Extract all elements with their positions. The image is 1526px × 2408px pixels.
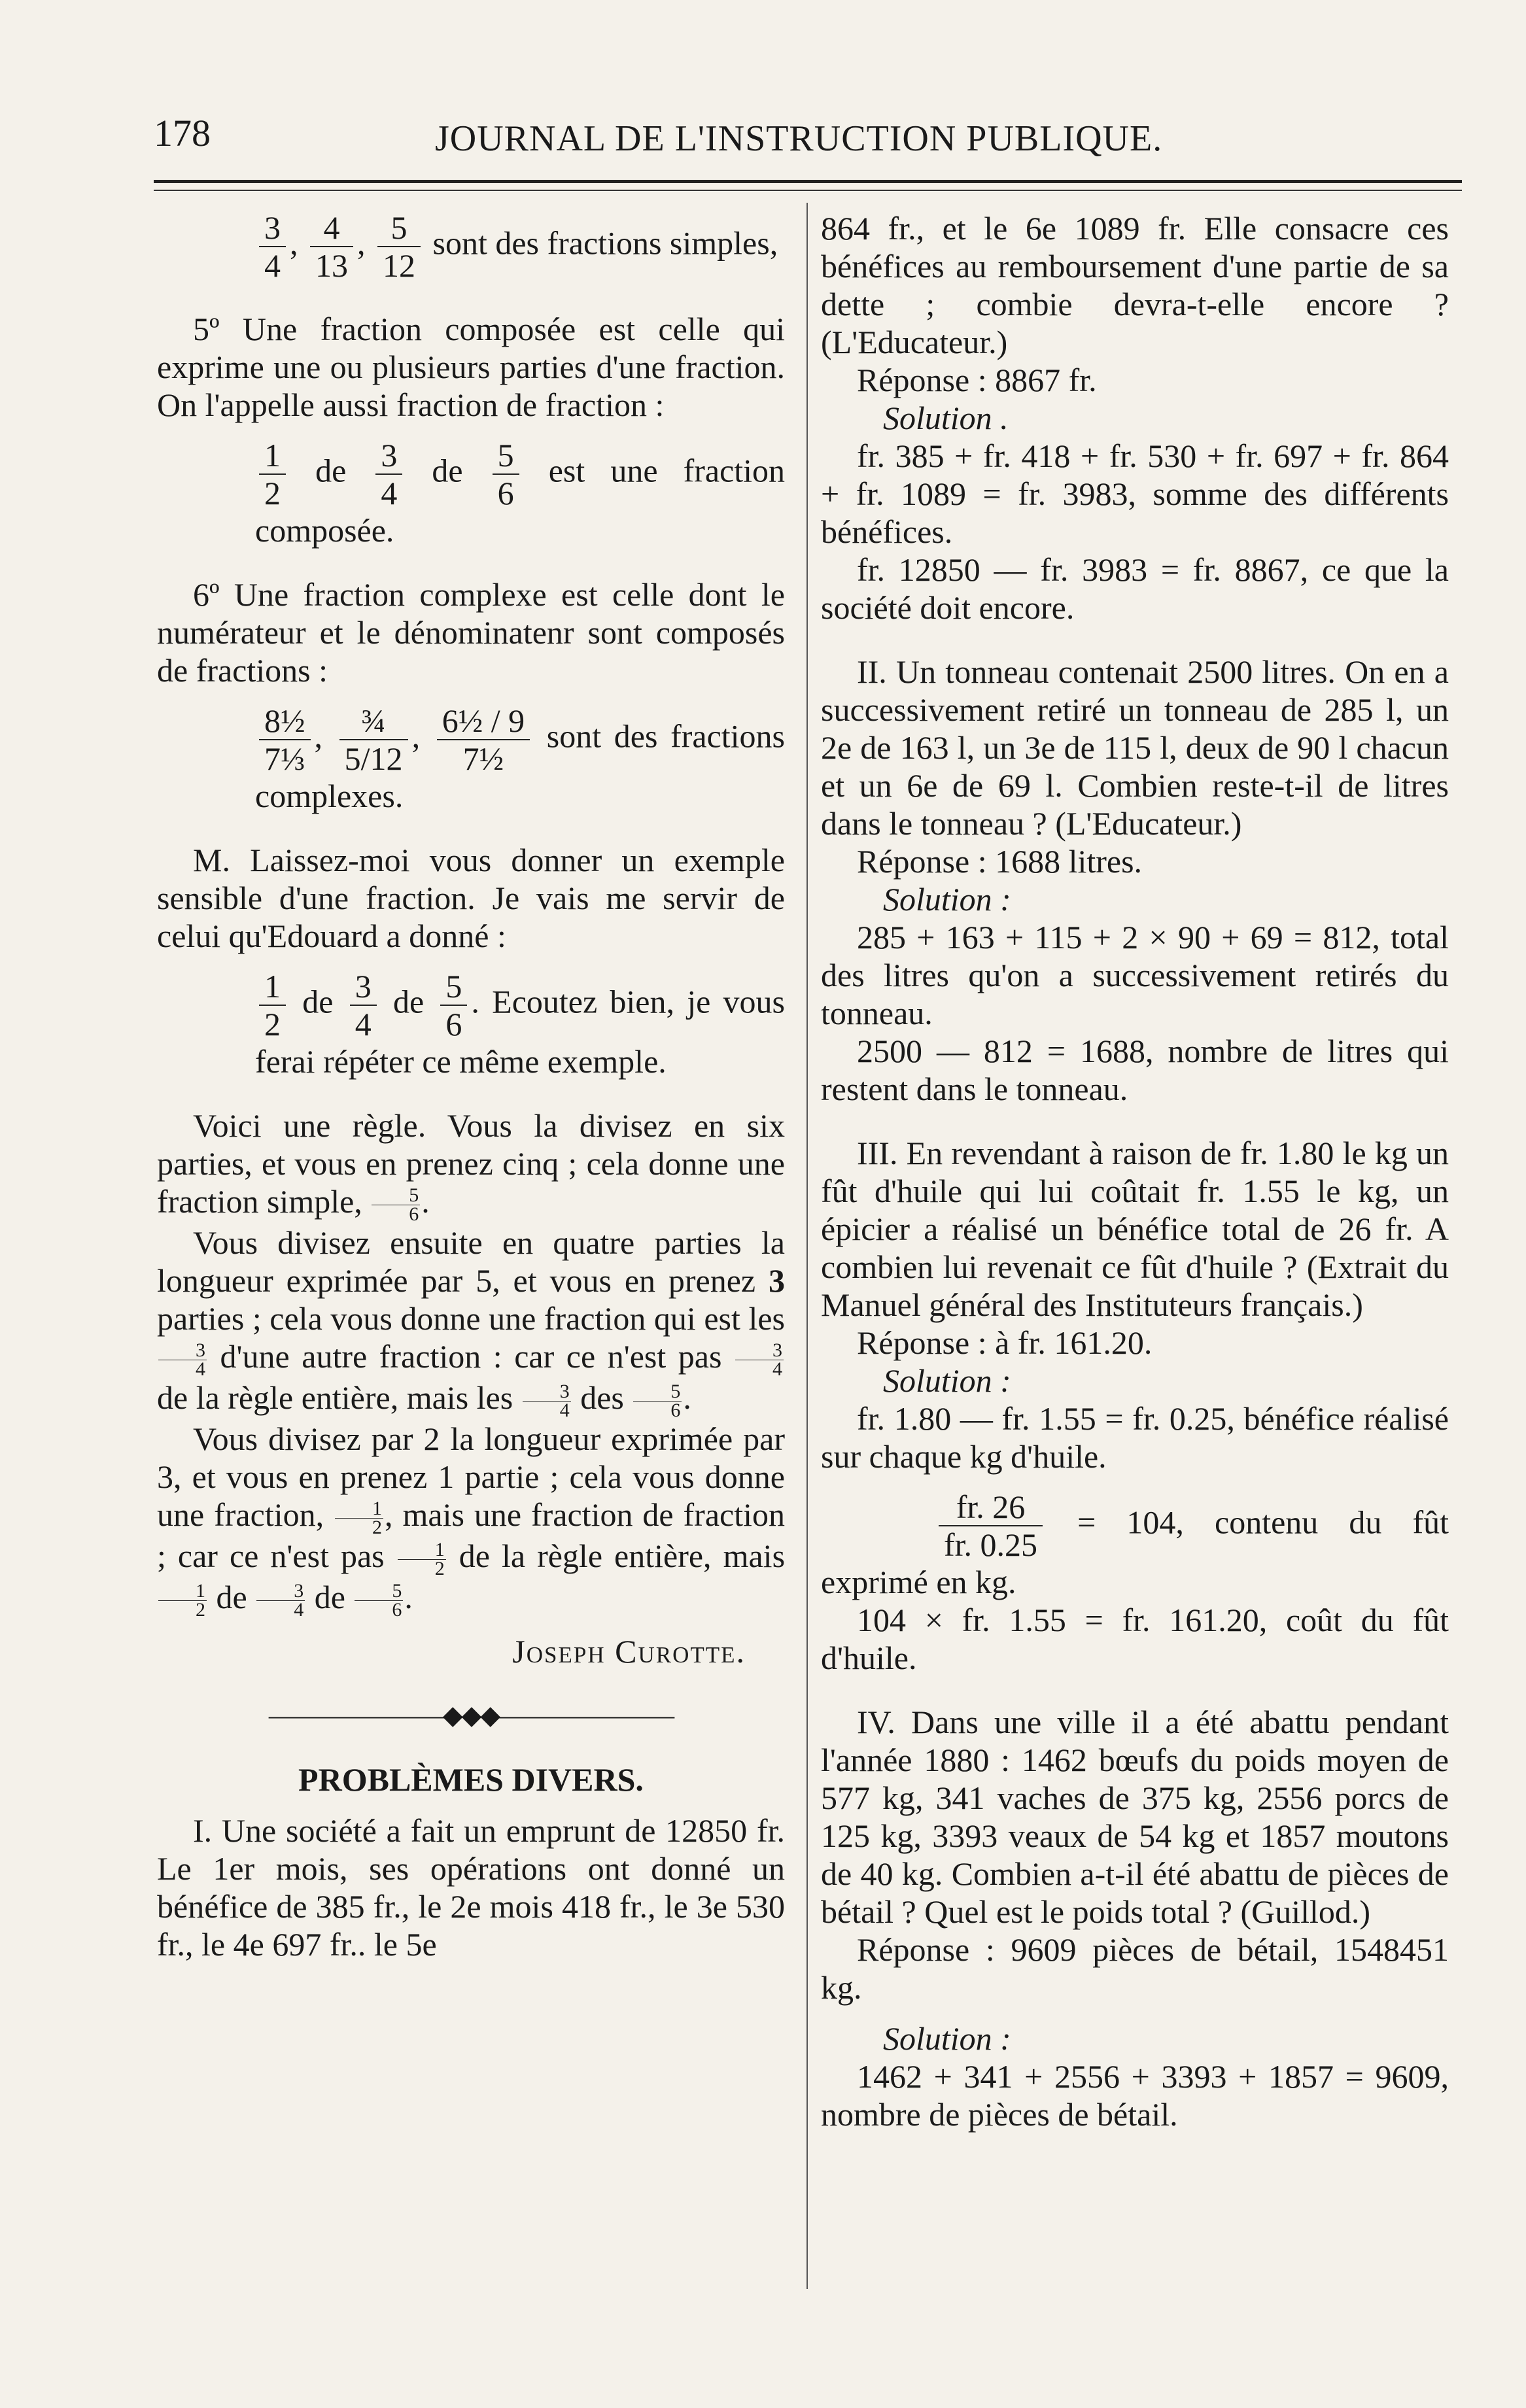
answer-4: Réponse : 9609 pièces de bétail, 1548451 kg. — [821, 1931, 1449, 2006]
fraction: $\frac{5}{6}$ — [633, 1383, 682, 1420]
solution-1-step-a: fr. 385 + fr. 418 + fr. 530 + fr. 697 + fr. 864 + fr. 1089 = fr. 3983, somme des différents bénéfices. — [821, 438, 1449, 550]
problem-4: IV. Dans une ville il a été abattu pendant l'année 1880 : 1462 bœufs du poids moyen de 577 kg, 341 vaches de 375 kg, 2556 porcs de 125 kg, 3393 veaux de 54 kg et 1857 moutons de 40 kg. Combien a-t-il été abattu de pièces de bétail ? Quel est le poids total ? (Guillod.) — [821, 1704, 1449, 1930]
answer-2: Réponse : 1688 litres. — [857, 843, 1143, 880]
example-line: $\frac{1}{2}$ de $\frac{3}{4}$ de $\frac{5}{6}$ . Ecoutez bien, je vous ferai répéter ce même exemple. — [255, 968, 786, 1080]
fraction: $\frac{3}{4}$ — [259, 209, 286, 284]
column-separator — [806, 203, 808, 2289]
header-rule-thin — [154, 190, 1462, 191]
fraction: $\frac{5}{6}$ — [493, 437, 519, 511]
solution-3-step-c: 104 × fr. 1.55 = fr. 161.20, coût du fût d'huile. — [821, 1602, 1449, 1676]
fraction: $\frac{1}{2}$ — [259, 968, 286, 1042]
fraction: $\frac{1}{2}$ — [158, 1582, 207, 1619]
fraction: $\frac{3}{4}$ — [350, 968, 377, 1042]
paragraph-m: M. Laissez-moi vous donner un exemple sensible d'une fraction. Je vais me servir de celui qu'Edouard a donné : — [157, 842, 785, 954]
paragraph-divisez: Vous divisez par 2 la longueur exprimée par 3, et vous en prenez 1 partie ; cela vous donne une fraction, $\frac{1}{2}$ , mais une fraction de fraction ; car ce n'est pas $\frac{1}{2}$ de la règle entière, mais $\frac{1}{2}$ de $\frac{3}{4}$ de $\frac{5}{6}$ . — [157, 1420, 786, 1621]
section-title: PROBLÈMES DIVERS. — [298, 1761, 644, 1798]
right-column — [821, 209, 1449, 2133]
problem-1: I. Une société a fait un emprunt de 12850 fr. Le 1er mois, ses opérations ont donné un bénéfice de 385 fr., le 2e mois 418 fr., le 3e 530 fr., le 4e 697 fr.. le 5e — [157, 1812, 785, 1963]
paragraph-6: 6º Une fraction complexe est celle dont le numérateur et le dénominatenr sont composés de fractions : — [157, 576, 785, 689]
fraction: $\frac{\text{8½}}{\text{7⅓}}$ — [259, 702, 311, 777]
left-column — [157, 209, 785, 1963]
solution-label: Solution : — [883, 2020, 1011, 2057]
simple-fractions-line: $\frac{3}{4}$ , $\frac{4}{13}$ , $\frac{5}{12}$ sont des fractions simples, — [157, 209, 785, 284]
compound-fraction-line: $\frac{1}{2}$ de $\frac{3}{4}$ de $\frac{5}{6}$ est une fraction composée. — [255, 437, 786, 549]
solution-label: Solution : — [883, 1362, 1011, 1399]
paragraph-5: 5º Une fraction composée est celle qui exprime une ou plusieurs parties d'une fraction. On l'appelle aussi fraction de fraction : — [157, 311, 785, 423]
answer-3: Réponse : à fr. 161.20. — [857, 1324, 1153, 1361]
solution-3-step-a: fr. 1.80 — fr. 1.55 = fr. 0.25, bénéfice réalisé sur chaque kg d'huile. — [821, 1400, 1449, 1475]
paragraph-regle: Voici une règle. Vous la divisez en six parties, et vous en prenez cinq ; cela donne une fraction simple, $\frac{5}{6}$ . — [157, 1107, 785, 1226]
page-number: 178 — [154, 112, 211, 154]
paragraph-text: est une fraction composée. — [255, 452, 786, 549]
solution-3-fraction-line: $\frac{fr. 26}{fr. 0.25}$ = 104, contenu du fût exprimé en kg. — [821, 1488, 1449, 1600]
signature: Joseph Curotte. — [512, 1633, 746, 1670]
running-title: JOURNAL DE L'INSTRUCTION PUBLIQUE. — [435, 118, 1163, 159]
fraction: $\frac{3}{4}$ — [375, 437, 402, 511]
fraction: $\frac{1}{2}$ — [398, 1541, 446, 1578]
fraction: $\frac{5}{12}$ — [377, 209, 421, 284]
fraction: $\frac{fr. 26}{fr. 0.25}$ — [939, 1488, 1043, 1563]
solution-2-step-a: 285 + 163 + 115 + 2 × 90 + 69 = 812, total des litres qu'on a successivement retirés du tonneau. — [821, 919, 1449, 1031]
fraction: $\frac{3}{4}$ — [735, 1341, 784, 1379]
header-rule — [154, 180, 1462, 183]
complex-fractions-line: $\frac{\text{8½}}{\text{7⅓}}$ , $\frac{\text{¾}}{5/12}$ , $\frac{\text{6½ / 9}}{\text{7½}}$ sont des fractions complexes. — [255, 702, 786, 814]
fraction: $\frac{5}{6}$ — [355, 1582, 403, 1619]
answer-1: Réponse : 8867 fr. — [857, 362, 1097, 398]
ornament-divider: ———————◆◆◆——————— — [268, 1700, 674, 1730]
solution-label: Solution . — [883, 400, 1009, 436]
paragraph-text: sont des fractions complexes. — [255, 717, 786, 814]
problem-2: II. Un tonneau contenait 2500 litres. On en a successivement retiré un tonneau de 285 l, un 2e de 163 l, un 3e de 115 l, deux de 90 l chacun et un 6e de 69 l. Combien reste-t-il de litres dans le tonneau ? (L'Educateur.) — [821, 653, 1449, 842]
fraction: $\frac{\text{6½ / 9}}{\text{7½}}$ — [437, 702, 530, 777]
fraction: $\frac{3}{4}$ — [158, 1341, 207, 1379]
fraction: $\frac{4}{13}$ — [310, 209, 353, 284]
solution-1-step-b: fr. 12850 — fr. 3983 = fr. 8867, ce que la société doit encore. — [821, 551, 1449, 626]
solution-4-step-a: 1462 + 341 + 2556 + 3393 + 1857 = 9609, nombre de pièces de bétail. — [821, 2058, 1449, 2133]
paragraph-text: . Ecoutez bien, je vous ferai répéter ce même exemple. — [255, 983, 786, 1080]
fraction: $\frac{\text{¾}}{5/12}$ — [339, 702, 408, 777]
fraction: $\frac{3}{4}$ — [256, 1582, 305, 1619]
fraction: $\frac{3}{4}$ — [523, 1383, 571, 1420]
solution-2-step-b: 2500 — 812 = 1688, nombre de litres qui restent dans le tonneau. — [821, 1033, 1449, 1107]
fraction: $\frac{5}{6}$ — [440, 968, 467, 1042]
problem-3: III. En revendant à raison de fr. 1.80 le kg un fût d'huile qui lui coûtait fr. 1.55 le kg, un épicier a réalisé un bénéfice total de 26 fr. A combien lui revenait ce fût d'huile ? (Extrait du Manuel général des Instituteurs français.) — [821, 1135, 1449, 1323]
paragraph-ensuite: Vous divisez ensuite en quatre parties la longueur exprimée par 5, et vous en prenez 3 parties ; cela vous donne une fraction qui est les $\frac{3}{4}$ d'une autre fraction : car ce n'est pas $\frac{3}{4}$ de la règle entière, mais les $\frac{3}{4}$ des $\frac{5}{6}$ . — [157, 1224, 785, 1422]
problem-1-continued: 864 fr., et le 6e 1089 fr. Elle consacre ces bénéfices au remboursement d'une partie de sa dette ; combie devra-t-elle encore ? (L'Educateur.) — [821, 210, 1449, 360]
solution-label: Solution : — [883, 881, 1011, 918]
fraction: $\frac{1}{2}$ — [259, 437, 286, 511]
fraction: $\frac{5}{6}$ — [372, 1186, 420, 1224]
page-header — [154, 111, 1462, 170]
fraction: $\frac{1}{2}$ — [335, 1500, 383, 1537]
paragraph-text: sont des fractions simples, — [432, 224, 778, 262]
